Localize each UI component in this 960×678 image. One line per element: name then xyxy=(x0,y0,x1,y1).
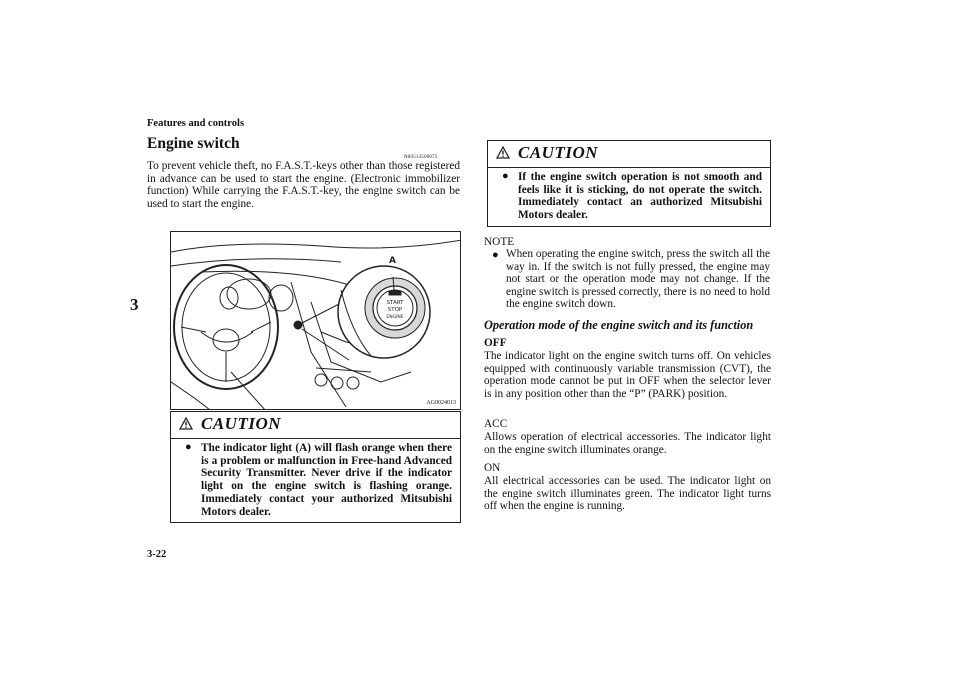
mode-text: The indicator light on the engine switch turns off. On vehicles equipped with continuously variable transmission (CVT), the operation mode cannot be put in OFF when the selector lever is in any position other than the “P” (PARK) position. xyxy=(484,350,771,400)
intro-paragraph: To prevent vehicle theft, no F.A.S.T.-keys other than those registered in advance can be used to start the engine. (Electronic immobilizer function) While carrying the F.A.S.T.-key, the engine switch can be used to start the engine. xyxy=(147,160,460,210)
mode-text: Allows operation of electrical accessories. The indicator light on the engine switch illuminates orange. xyxy=(484,431,771,456)
caution-header xyxy=(488,141,770,168)
note-text: When operating the engine switch, press the switch all the way in. If the switch is not fully pressed, the engine may not start or the operation mode may not change. If the engine switch is pressed correctly, there is no need to hold the engine switch down. xyxy=(506,248,770,311)
callout-label-a: A xyxy=(389,256,396,266)
mode-on xyxy=(484,462,771,513)
chapter-tab: 3 xyxy=(130,295,139,314)
bullet-icon: ● xyxy=(185,441,192,453)
mode-label: ON xyxy=(484,462,501,474)
button-label-start: START xyxy=(386,300,404,306)
caution-header xyxy=(171,412,460,439)
button-label-stop: STOP xyxy=(387,307,403,313)
caution-box-right xyxy=(487,140,771,227)
section-subheading: Operation mode of the engine switch and its function xyxy=(484,318,754,332)
page-number: 3-22 xyxy=(147,549,167,560)
caution-title: CAUTION xyxy=(518,143,599,162)
page-title: Engine switch xyxy=(147,135,240,152)
caution-box-left xyxy=(170,411,461,523)
mode-label: ACC xyxy=(484,418,508,430)
mode-off xyxy=(484,337,771,400)
caution-body xyxy=(171,439,460,518)
section-header: Features and controls xyxy=(147,118,245,129)
engine-switch-figure xyxy=(170,231,461,410)
caution-text: The indicator light (A) will flash orange when there is a problem or malfunction in Free-hand Advanced Security Transmitter. Never drive if the indicator light on the engine switch is flashing orange. Immediately contact your authorized Mitsubishi Motors dealer. xyxy=(201,442,452,518)
mode-acc xyxy=(484,418,771,456)
figure-code: AG0024013 xyxy=(426,400,456,406)
caution-text: If the engine switch operation is not smooth and feels like it is sticking, do not operate the switch. Immediately contact an authorized Mitsubishi Motors dealer. xyxy=(518,171,762,222)
bullet-icon: ● xyxy=(492,249,499,261)
mode-label: OFF xyxy=(484,337,507,349)
button-label-engine: ENGINE xyxy=(386,315,404,320)
dashboard-illustration xyxy=(171,232,461,410)
title-code: N00513500075 xyxy=(404,155,438,160)
caution-title: CAUTION xyxy=(201,414,282,433)
warning-icon xyxy=(496,146,510,159)
mode-text: All electrical accessories can be used. The indicator light on the engine switch illuminates green. The indicator light turns off when the engine is running. xyxy=(484,475,771,513)
note-label: NOTE xyxy=(484,236,515,248)
warning-icon xyxy=(179,417,193,430)
caution-body xyxy=(488,168,770,222)
bullet-icon: ● xyxy=(502,170,509,182)
